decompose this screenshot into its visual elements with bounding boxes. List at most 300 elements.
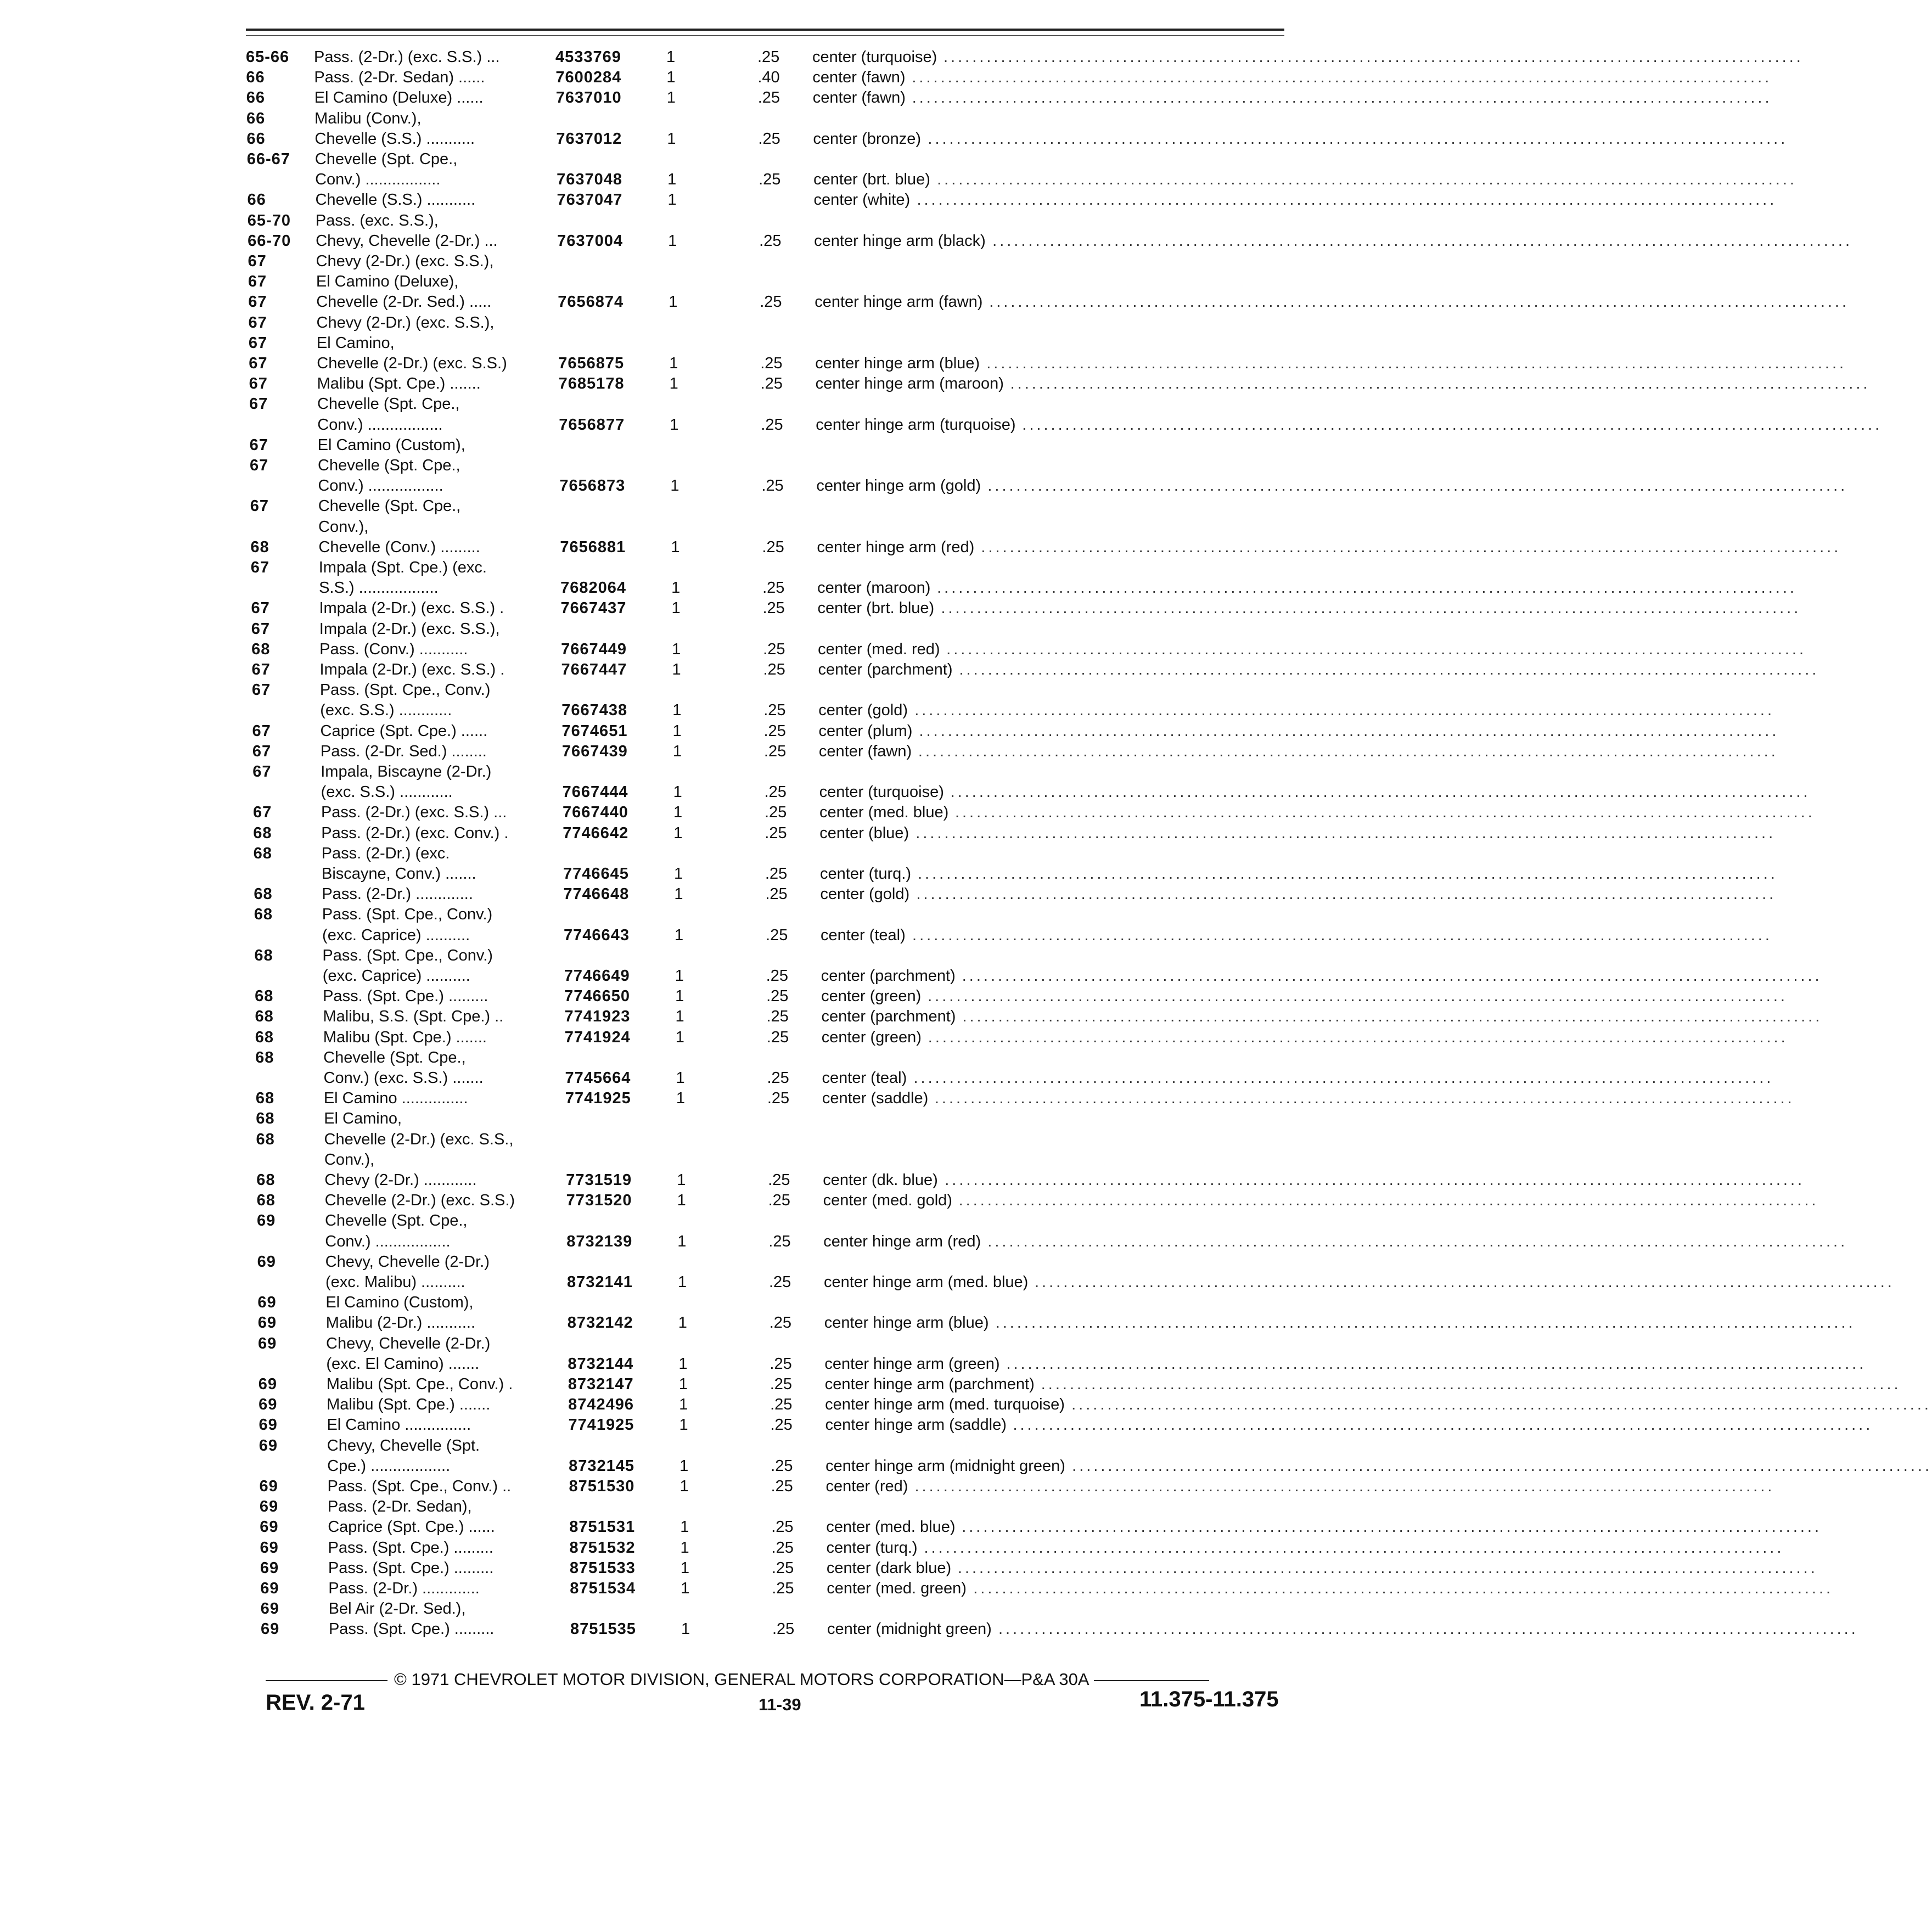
leader-dots: ........................................................................................................................ bbox=[928, 130, 1788, 148]
part-number: 7667439 bbox=[561, 742, 628, 760]
price: .25 bbox=[757, 48, 780, 66]
leader-dots: ........................................................................................................................ bbox=[1006, 1355, 1867, 1373]
part-number: 7746648 bbox=[563, 885, 630, 903]
parts-row bbox=[0, 47, 1804, 67]
quantity: 1 bbox=[667, 171, 677, 189]
price: .25 bbox=[762, 538, 784, 556]
leader-dots: ........................................................................................................................ bbox=[973, 1580, 1834, 1597]
description: Chevelle (Spt. Cpe., bbox=[318, 497, 461, 515]
price: .25 bbox=[770, 1416, 793, 1434]
trim-color: center (turq.) bbox=[820, 865, 911, 883]
trim-color: center (teal) bbox=[821, 926, 906, 944]
parts-row bbox=[0, 1456, 1932, 1476]
description: (exc. S.S.) ............ bbox=[321, 783, 453, 801]
leader-dots: ........................................................................................................................ bbox=[943, 48, 1804, 66]
model-year: 69 bbox=[259, 1498, 279, 1516]
model-year: 67 bbox=[250, 457, 269, 474]
description: Pass. (Spt. Cpe., Conv.) bbox=[319, 681, 491, 699]
quantity: 1 bbox=[674, 865, 683, 883]
parts-row bbox=[0, 680, 1388, 700]
model-year: 68 bbox=[255, 1089, 275, 1108]
trim-color: center (med. gold) bbox=[823, 1192, 952, 1210]
parts-row bbox=[0, 1354, 1867, 1374]
leader-dots: ........................................................................................................................ bbox=[1010, 375, 1871, 393]
model-year: 67 bbox=[248, 313, 267, 332]
parts-row bbox=[0, 1252, 1388, 1272]
price: .25 bbox=[772, 1580, 794, 1597]
trim-color: center (white) bbox=[813, 191, 911, 209]
leader-dots: ........................................................................................................................ bbox=[914, 701, 1775, 720]
description: Conv.) (exc. S.S.) ....... bbox=[323, 1069, 484, 1087]
parts-row bbox=[0, 1109, 1388, 1128]
parts-row bbox=[0, 149, 1388, 169]
model-year: 67 bbox=[252, 722, 271, 740]
description: (exc. Malibu) .......... bbox=[325, 1273, 465, 1291]
model-year: 69 bbox=[257, 1314, 277, 1332]
leader-dots: ........................................................................................................................ bbox=[959, 661, 1819, 678]
description: El Camino, bbox=[316, 334, 395, 352]
model-year: 68 bbox=[256, 1110, 275, 1128]
price: .25 bbox=[758, 130, 780, 148]
trim-color: center (med. blue) bbox=[819, 804, 949, 822]
parts-row bbox=[0, 1436, 1388, 1456]
model-year: 69 bbox=[259, 1396, 278, 1414]
price: .25 bbox=[763, 722, 786, 740]
part-number: 7637010 bbox=[555, 89, 622, 107]
trim-color: center hinge arm (blue) bbox=[824, 1314, 989, 1332]
description: Malibu (Spt. Cpe.) ....... bbox=[317, 375, 481, 393]
parts-row bbox=[0, 1415, 1873, 1435]
parts-row bbox=[0, 374, 1871, 394]
description: Bel Air (2-Dr. Sed.), bbox=[328, 1600, 466, 1618]
parts-row bbox=[0, 88, 1772, 108]
description: Chevelle (2-Dr. Sed.) ..... bbox=[316, 293, 492, 311]
description: Pass. (Spt. Cpe., Conv.) .. bbox=[327, 1478, 512, 1495]
model-year: 67 bbox=[251, 599, 270, 617]
description: Pass. (Conv.) ........... bbox=[319, 640, 468, 658]
description: Chevelle (2-Dr.) (exc. S.S.) bbox=[324, 1192, 515, 1210]
model-year: 67 bbox=[249, 436, 268, 454]
parts-row bbox=[0, 415, 1883, 435]
price: .25 bbox=[771, 1559, 794, 1577]
header-rule-thin bbox=[246, 35, 1284, 36]
quantity: 1 bbox=[679, 1416, 688, 1434]
price: .25 bbox=[763, 661, 785, 678]
description: El Camino (Deluxe) ...... bbox=[314, 89, 484, 107]
price: .25 bbox=[765, 885, 788, 903]
parts-row bbox=[0, 578, 1797, 598]
price: .25 bbox=[769, 1314, 792, 1332]
quantity: 1 bbox=[677, 1192, 686, 1210]
price: .25 bbox=[763, 701, 786, 720]
model-year: 68 bbox=[256, 1130, 275, 1148]
description: (exc. S.S.) ............ bbox=[320, 701, 452, 720]
quantity: 1 bbox=[679, 1478, 689, 1495]
leader-dots: ........................................................................................................................ bbox=[916, 885, 1777, 903]
model-year: 68 bbox=[253, 844, 272, 862]
part-number: 7746642 bbox=[563, 824, 629, 842]
part-number: 7746643 bbox=[564, 926, 630, 944]
part-number: 7656877 bbox=[559, 415, 625, 434]
price: .25 bbox=[772, 1620, 795, 1638]
trim-color: center (teal) bbox=[822, 1069, 907, 1087]
part-number: 7656875 bbox=[558, 355, 625, 372]
parts-row bbox=[0, 537, 1841, 557]
parts-row bbox=[0, 1211, 1388, 1231]
description: Chevelle (Spt. Cpe., bbox=[318, 457, 460, 474]
part-number: 7741923 bbox=[564, 1008, 631, 1026]
part-number: 8751533 bbox=[569, 1559, 636, 1577]
trim-color: center (plum) bbox=[818, 722, 913, 740]
part-number: 7746650 bbox=[564, 987, 630, 1006]
model-year: 69 bbox=[260, 1559, 279, 1577]
description: Pass. (2-Dr.) (exc. S.S.) ... bbox=[321, 804, 507, 822]
model-year: 67 bbox=[249, 395, 268, 413]
description: Chevelle (Spt. Cpe., bbox=[314, 150, 458, 168]
trim-color: center hinge arm (red) bbox=[817, 538, 975, 556]
trim-color: center (med. green) bbox=[827, 1580, 967, 1597]
parts-row bbox=[0, 864, 1778, 884]
price: .25 bbox=[763, 640, 785, 658]
model-year: 67 bbox=[248, 293, 267, 311]
leader-dots: ........................................................................................................................ bbox=[958, 1192, 1819, 1210]
parts-row bbox=[0, 884, 1777, 904]
parts-row bbox=[0, 1068, 1774, 1088]
leader-dots: ........................................................................................................................ bbox=[962, 1518, 1822, 1536]
quantity: 1 bbox=[678, 1273, 687, 1291]
trim-color: center hinge arm (parchment) bbox=[824, 1375, 1035, 1393]
description: Chevelle (S.S.) ........... bbox=[314, 130, 475, 148]
parts-row bbox=[0, 190, 1777, 210]
part-number: 8751531 bbox=[569, 1518, 636, 1536]
part-number: 7656881 bbox=[560, 538, 626, 556]
quantity: 1 bbox=[675, 967, 684, 985]
quantity: 1 bbox=[680, 1538, 689, 1557]
model-year: 69 bbox=[260, 1538, 279, 1557]
description: Impala (2-Dr.) (exc. S.S.) . bbox=[319, 599, 504, 617]
parts-row bbox=[0, 1293, 1388, 1312]
description: Pass. (2-Dr. Sedan), bbox=[327, 1498, 472, 1516]
group-number: 11.375-11.375 bbox=[1139, 1687, 1279, 1711]
model-year: 65-70 bbox=[247, 211, 291, 229]
price: .40 bbox=[757, 69, 780, 87]
model-year: 68 bbox=[254, 885, 273, 903]
quantity: 1 bbox=[680, 1559, 690, 1577]
parts-row bbox=[0, 129, 1788, 149]
model-year: 67 bbox=[250, 497, 269, 515]
trim-color: center hinge arm (med. turquoise) bbox=[825, 1396, 1065, 1414]
price: .25 bbox=[767, 1069, 789, 1087]
description: Conv.) ................. bbox=[315, 171, 441, 189]
model-year: 69 bbox=[258, 1375, 278, 1393]
quantity: 1 bbox=[678, 1314, 687, 1332]
part-number: 7667447 bbox=[561, 661, 627, 678]
description: Pass. (2-Dr. Sed.) ........ bbox=[320, 742, 487, 760]
part-number: 7746645 bbox=[563, 865, 629, 883]
description: Chevelle (S.S.) ........... bbox=[315, 191, 476, 209]
leader-dots: ........................................................................................................................ bbox=[986, 355, 1847, 372]
model-year: 68 bbox=[255, 1028, 274, 1046]
leader-dots: ........................................................................................................................ bbox=[937, 579, 1797, 597]
parts-row bbox=[0, 517, 1388, 537]
parts-row bbox=[0, 1272, 1895, 1292]
description: Chevelle (2-Dr.) (exc. S.S., bbox=[324, 1130, 514, 1148]
price: .25 bbox=[764, 783, 787, 801]
part-number: 7656874 bbox=[558, 293, 624, 311]
trim-color: center (turquoise) bbox=[812, 48, 937, 66]
footer-rule-right bbox=[1094, 1680, 1209, 1681]
price: .25 bbox=[766, 926, 788, 944]
model-year: 67 bbox=[252, 742, 272, 760]
description: El Camino (Custom), bbox=[317, 436, 465, 454]
model-year: 69 bbox=[257, 1294, 277, 1312]
leader-dots: ........................................................................................................................ bbox=[1013, 1416, 1873, 1434]
parts-row bbox=[0, 1395, 1931, 1414]
leader-dots: ........................................................................................................................ bbox=[1041, 1375, 1901, 1393]
model-year: 68 bbox=[256, 1171, 276, 1189]
price: .25 bbox=[766, 987, 789, 1006]
quantity: 1 bbox=[672, 722, 682, 740]
description: Conv.) ................. bbox=[317, 415, 443, 434]
part-number: 7667449 bbox=[561, 640, 627, 658]
model-year: 69 bbox=[260, 1620, 280, 1638]
trim-color: center hinge arm (fawn) bbox=[815, 293, 983, 311]
parts-row bbox=[0, 1130, 1388, 1149]
trim-color: center (dk. blue) bbox=[823, 1171, 938, 1189]
description: Conv.) ................. bbox=[325, 1232, 451, 1250]
parts-row bbox=[0, 905, 1388, 924]
price: .25 bbox=[762, 579, 785, 597]
part-number: 7600284 bbox=[555, 69, 622, 87]
parts-row bbox=[0, 333, 1388, 353]
parts-row bbox=[0, 1517, 1822, 1537]
quantity: 1 bbox=[672, 742, 682, 760]
model-year: 67 bbox=[252, 763, 272, 780]
parts-row bbox=[0, 231, 1852, 251]
description: El Camino (Deluxe), bbox=[316, 273, 459, 291]
description: Chevy, Chevelle (2-Dr.) ... bbox=[316, 232, 498, 250]
description: Impala (2-Dr.) (exc. S.S.) . bbox=[319, 661, 505, 678]
parts-row bbox=[0, 782, 1811, 802]
price: .25 bbox=[757, 89, 780, 107]
part-number: 7741925 bbox=[568, 1416, 634, 1434]
model-year: 65-66 bbox=[246, 48, 290, 66]
part-number: 8732144 bbox=[568, 1355, 634, 1373]
parts-row bbox=[0, 558, 1388, 577]
description: Chevy, Chevelle (Spt. bbox=[327, 1436, 480, 1454]
part-number: 7637004 bbox=[557, 232, 624, 250]
description: Chevelle (2-Dr.) (exc. S.S.) bbox=[317, 355, 507, 372]
parts-row bbox=[0, 476, 1848, 496]
quantity: 1 bbox=[671, 579, 681, 597]
leader-dots: ........................................................................................................................ bbox=[989, 293, 1850, 311]
part-number: 8742496 bbox=[568, 1396, 634, 1414]
description: Conv.), bbox=[324, 1150, 375, 1169]
model-year: 68 bbox=[255, 1008, 274, 1026]
footer-rule-left bbox=[266, 1680, 387, 1681]
price: .25 bbox=[766, 1028, 789, 1046]
parts-row bbox=[0, 456, 1388, 475]
model-year: 69 bbox=[259, 1478, 278, 1495]
trim-color: center (fawn) bbox=[812, 69, 906, 87]
quantity: 1 bbox=[675, 926, 684, 944]
price: .25 bbox=[768, 1232, 791, 1250]
leader-dots: ........................................................................................................................ bbox=[917, 191, 1777, 209]
parts-row bbox=[0, 1027, 1788, 1047]
model-year: 69 bbox=[257, 1253, 276, 1271]
description: Pass. (2-Dr.) ............. bbox=[322, 885, 473, 903]
leader-dots: ........................................................................................................................ bbox=[950, 783, 1811, 801]
parts-row bbox=[0, 1599, 1388, 1619]
trim-color: center (fawn) bbox=[818, 742, 912, 760]
price: .25 bbox=[770, 1375, 793, 1393]
trim-color: center (gold) bbox=[820, 885, 910, 903]
quantity: 1 bbox=[678, 1355, 688, 1373]
model-year: 69 bbox=[256, 1212, 276, 1230]
part-number: 7637047 bbox=[557, 191, 623, 209]
revision-label: REV. 2-71 bbox=[266, 1690, 365, 1715]
model-year: 69 bbox=[258, 1334, 277, 1352]
parts-row bbox=[0, 639, 1806, 659]
leader-dots: ........................................................................................................................ bbox=[928, 1028, 1788, 1046]
parts-row bbox=[0, 1476, 1775, 1496]
trim-color: center (green) bbox=[821, 1028, 922, 1046]
model-year: 67 bbox=[249, 375, 268, 393]
description: Caprice (Spt. Cpe.) ...... bbox=[320, 722, 488, 740]
quantity: 1 bbox=[670, 415, 679, 434]
quantity: 1 bbox=[670, 477, 679, 495]
quantity: 1 bbox=[666, 69, 676, 87]
part-number: 7682064 bbox=[560, 579, 626, 597]
description: Caprice (Spt. Cpe.) ...... bbox=[328, 1518, 495, 1536]
quantity: 1 bbox=[673, 824, 683, 842]
price: .25 bbox=[765, 865, 788, 883]
part-number: 7667440 bbox=[562, 804, 628, 822]
quantity: 1 bbox=[671, 599, 681, 617]
parts-row bbox=[0, 211, 1388, 231]
price: .25 bbox=[771, 1538, 794, 1557]
parts-row bbox=[0, 925, 1772, 945]
leader-dots: ........................................................................................................................ bbox=[1072, 1457, 1932, 1475]
leader-dots: ........................................................................................................................ bbox=[1035, 1273, 1895, 1291]
model-year: 68 bbox=[255, 1048, 274, 1066]
price: .25 bbox=[766, 967, 789, 985]
leader-dots: ........................................................................................................................ bbox=[962, 967, 1822, 985]
trim-color: center (blue) bbox=[819, 824, 909, 842]
part-number: 8732141 bbox=[567, 1273, 633, 1291]
quantity: 1 bbox=[674, 885, 683, 903]
price: .25 bbox=[761, 477, 784, 495]
parts-row bbox=[0, 1538, 1784, 1558]
description: Cpe.) .................. bbox=[327, 1457, 451, 1475]
quantity: 1 bbox=[667, 191, 677, 209]
model-year: 67 bbox=[251, 681, 271, 699]
header-rule bbox=[246, 29, 1284, 31]
part-number: 8732145 bbox=[569, 1457, 635, 1475]
price: .25 bbox=[771, 1457, 793, 1475]
price: .25 bbox=[769, 1273, 791, 1291]
price: .25 bbox=[759, 232, 782, 250]
part-number: 7667437 bbox=[560, 599, 627, 617]
model-year: 68 bbox=[253, 824, 272, 842]
trim-color: center hinge arm (med. blue) bbox=[824, 1273, 1029, 1291]
trim-color: center hinge arm (red) bbox=[823, 1232, 981, 1250]
parts-row bbox=[0, 170, 1797, 189]
parts-row bbox=[0, 742, 1778, 761]
quantity: 1 bbox=[679, 1457, 689, 1475]
parts-row bbox=[0, 313, 1388, 333]
parts-row bbox=[0, 272, 1388, 291]
leader-dots: ........................................................................................................................ bbox=[1071, 1396, 1931, 1414]
trim-color: center hinge arm (gold) bbox=[816, 477, 981, 495]
model-year: 69 bbox=[260, 1600, 279, 1618]
price: .25 bbox=[768, 1192, 790, 1210]
parts-row bbox=[0, 844, 1388, 863]
copyright-line bbox=[266, 1670, 1209, 1689]
quantity: 1 bbox=[675, 1028, 684, 1046]
leader-dots: ........................................................................................................................ bbox=[914, 1478, 1775, 1495]
leader-dots: ........................................................................................................................ bbox=[946, 640, 1806, 658]
part-number: 7741925 bbox=[565, 1089, 631, 1108]
trim-color: center (bronze) bbox=[813, 130, 922, 148]
leader-dots: ........................................................................................................................ bbox=[919, 722, 1779, 740]
model-year: 66 bbox=[246, 109, 266, 127]
leader-dots: ........................................................................................................................ bbox=[937, 171, 1797, 189]
quantity: 1 bbox=[667, 130, 676, 148]
parts-row bbox=[0, 251, 1388, 271]
parts-row bbox=[0, 986, 1788, 1006]
trim-color: center hinge arm (midnight green) bbox=[825, 1457, 1065, 1475]
part-number: 7741924 bbox=[564, 1028, 631, 1046]
trim-color: center (gold) bbox=[818, 701, 908, 720]
price: .25 bbox=[771, 1518, 794, 1536]
description: Pass. (Spt. Cpe., Conv.) bbox=[322, 906, 493, 924]
description: Pass. (2-Dr.) (exc. Conv.) . bbox=[321, 824, 509, 842]
trim-color: center (med. blue) bbox=[826, 1518, 956, 1536]
model-year: 66 bbox=[246, 89, 265, 107]
description: Malibu (2-Dr.) ........... bbox=[325, 1314, 476, 1332]
quantity: 1 bbox=[679, 1396, 688, 1414]
parts-row bbox=[0, 1619, 1858, 1639]
trim-color: center (med. red) bbox=[818, 640, 940, 658]
description: Chevy (2-Dr.) ............ bbox=[324, 1171, 477, 1189]
leader-dots: ........................................................................................................................ bbox=[957, 1559, 1818, 1577]
model-year: 66 bbox=[247, 191, 266, 209]
parts-row bbox=[0, 1313, 1856, 1333]
description: El Camino ............... bbox=[323, 1089, 468, 1108]
price: .25 bbox=[761, 415, 783, 434]
part-number: 8751535 bbox=[570, 1620, 636, 1638]
parts-row bbox=[0, 68, 1772, 87]
description: Pass. (2-Dr.) (exc. S.S.) ... bbox=[314, 48, 500, 66]
description: Malibu, S.S. (Spt. Cpe.) .. bbox=[323, 1008, 504, 1026]
parts-row bbox=[0, 966, 1822, 986]
description: Malibu (Spt. Cpe., Conv.) . bbox=[326, 1375, 513, 1393]
model-year: 67 bbox=[250, 559, 270, 576]
quantity: 1 bbox=[681, 1580, 690, 1597]
description: Biscayne, Conv.) ....... bbox=[322, 865, 476, 883]
trim-color: center (green) bbox=[821, 987, 922, 1006]
trim-color: center hinge arm (green) bbox=[824, 1355, 1000, 1373]
trim-color: center (turq.) bbox=[826, 1538, 918, 1557]
parts-row bbox=[0, 802, 1815, 822]
quantity: 1 bbox=[669, 293, 678, 311]
leader-dots: ........................................................................................................................ bbox=[941, 599, 1801, 617]
trim-color: center hinge arm (black) bbox=[814, 232, 986, 250]
trim-color: center hinge arm (saddle) bbox=[825, 1416, 1007, 1434]
model-year: 66-67 bbox=[246, 150, 290, 168]
part-number: 8732142 bbox=[567, 1314, 633, 1332]
